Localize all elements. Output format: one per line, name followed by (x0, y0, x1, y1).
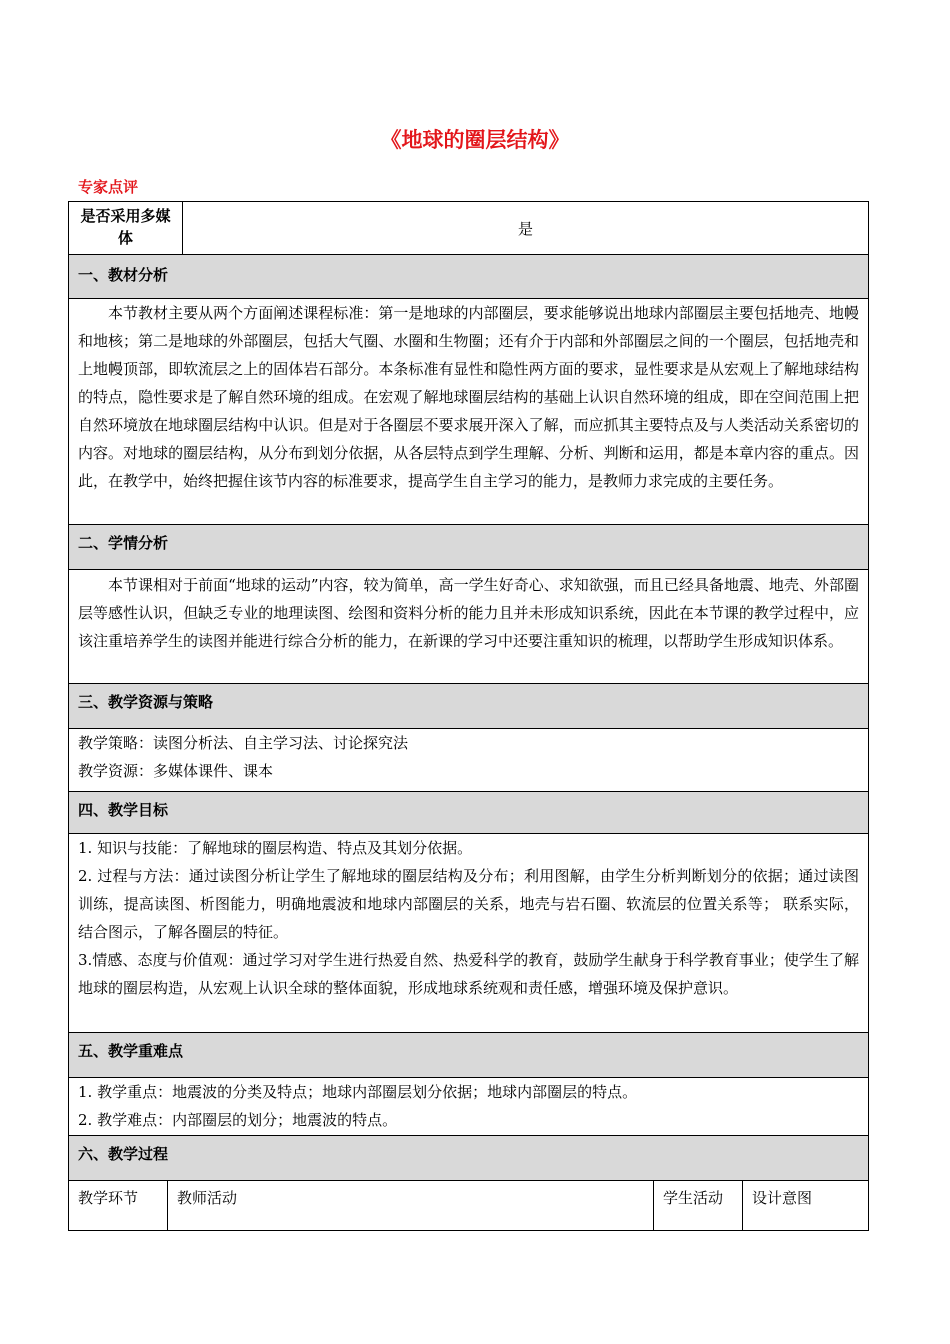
section-body-material (69, 299, 868, 525)
section-heading-students: 二、学情分析 (69, 525, 868, 570)
key-point-focus: 1. 教学重点：地震波的分类及特点；地球内部圈层划分依据；地球内部圈层的特点。 (78, 1083, 638, 1101)
process-col-teacher: 教师活动 (168, 1181, 654, 1230)
material-text: 本节教材主要从两个方面阐述课程标准：第一是地球的内部圈层，要求能够说出地球内部圈层主要包括地壳、地幔和地核；第二是地球的外部圈层，包括大气圈、水圈和生物圈；还有介于内部和外部圈层之间的一个圈层，包括地壳和上地幔顶部，即软流层之上的固体岩石部分。本条标准有显性和隐性两方面的要求，显性要求是从宏观上了解地球结构的特点，隐性要求是了解自然环境的组成。在宏观了解地球圈层结构的基础上认识自然环境的组成，即在空间范围上把自然环境放在地球圈层结构中认识。但是对于各圈层不要求展开深入了解，而应抓其主要特点及与人类活动关系密切的内容。对地球的圈层结构，从分布到划分依据，从各层特点到学生理解、分析、判断和运用，都是本章内容的重点。因此，在教学中，始终把握住该节内容的标准要求，提高学生自主学习的能力，是教师力求完成的主要任务。 (78, 304, 859, 490)
process-col-stage: 教学环节 (69, 1181, 168, 1230)
section-heading-material: 一、教材分析 (69, 255, 868, 299)
section-heading-resources: 三、教学资源与策略 (69, 684, 868, 729)
process-col-design: 设计意图 (752, 1189, 813, 1207)
multimedia-label: 是否采用多媒体 (69, 202, 183, 254)
section-body-resources (69, 729, 868, 792)
goal-values: 3.情感、态度与价值观：通过学习对学生进行热爱自然、热爱科学的教育，鼓励学生献身于科学教育事业；使学生了解地球的圈层构造，从宏观上认识全球的整体面貌，形成地球系统观和责任感，增强环境及保护意识。 (78, 951, 859, 997)
section-body-students (69, 570, 868, 684)
goal-process: 2. 过程与方法：通过读图分析让学生了解地球的圈层结构及分布；利用图解，由学生分析判断划分的依据；通过读图训练，提高读图、析图能力，明确地震波和地球内部圈层的关系，地壳与岩石圈、软流层的位置关系等； 联系实际，结合图示，了解各圈层的特征。 (78, 867, 859, 941)
expert-review-label: 专家点评 (78, 178, 139, 196)
section-body-goals (69, 834, 868, 1033)
section-heading-goals: 四、教学目标 (69, 792, 868, 834)
multimedia-row (69, 202, 868, 255)
section-heading-key-points: 五、教学重难点 (69, 1033, 868, 1078)
process-col-student: 学生活动 (654, 1181, 743, 1230)
key-point-difficulty: 2. 教学难点：内部圈层的划分；地震波的特点。 (78, 1111, 398, 1129)
resources-line-materials: 教学资源：多媒体课件、课本 (78, 762, 274, 780)
goal-knowledge: 1. 知识与技能：了解地球的圈层构造、特点及其划分依据。 (78, 839, 473, 857)
lesson-plan-table (68, 201, 869, 1231)
section-body-key-points (69, 1078, 868, 1136)
section-heading-process: 六、教学过程 (69, 1136, 868, 1181)
resources-line-strategy: 教学策略：读图分析法、自主学习法、讨论探究法 (78, 734, 409, 752)
students-text: 本节课相对于前面“地球的运动”内容，较为简单，高一学生好奇心、求知欲强，而且已经具备地震、地壳、外部圈层等感性认识，但缺乏专业的地理读图、绘图和资料分析的能力且并未形成知识系统，因此在本节课的教学过程中，应该注重培养学生的读图并能进行综合分析的能力，在新课的学习中还要注重知识的梳理，以帮助学生形成知识体系。 (78, 576, 859, 650)
multimedia-value: 是 (517, 219, 533, 238)
document-title: 《地球的圈层结构》 (380, 128, 570, 152)
process-column-headers (69, 1181, 868, 1230)
